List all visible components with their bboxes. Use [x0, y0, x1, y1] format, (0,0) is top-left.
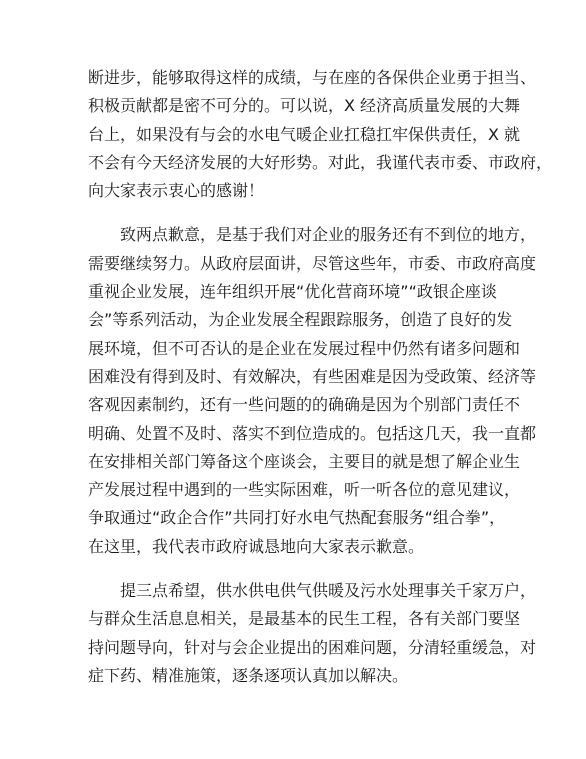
text-line: 持问题导向，针对与会企业提出的困难问题，分清轻重缓急，对 — [88, 637, 537, 657]
text-line: 客观因素制约，还有一些问题的的确确是因为个别部门责任不 — [88, 395, 521, 415]
text-line: 断进步，能够取得这样的成绩，与在座的各保供企业勇于担当、 — [88, 68, 537, 87]
text-line: 产发展过程中遇到的一些实际困难，听一听各位的意见建议， — [88, 480, 521, 500]
text-line: 会”等系列活动，为企业发展全程跟踪服务，创造了良好的发 — [88, 310, 513, 330]
text-line: 争取通过“政企合作”共同打好水电气热配套服务“组合拳”， — [88, 508, 506, 528]
text-line: 向大家表示衷心的感谢！ — [88, 181, 265, 201]
paragraph-thanks — [88, 64, 553, 205]
text-line: 台上，如果没有与会的水电气暖企业扛稳扛牢保供责任，X 就 — [88, 124, 521, 144]
text-line: 困难没有得到及时、有效解决，有些困难是因为受政策、经济等 — [88, 366, 537, 386]
paragraph-hopes — [88, 577, 537, 690]
text-line: 致两点歉意，是基于我们对企业的服务还有不到位的地方， — [120, 225, 537, 245]
document-body — [88, 64, 553, 690]
text-line: 症下药、精准施策，逐条逐项认真加以解决。 — [88, 665, 409, 685]
text-line: 在安排相关部门筹备这个座谈会，主要目的就是想了解企业生 — [88, 451, 521, 471]
text-line: 重视企业发展，连年组织开展“优化营商环境”“政银企座谈 — [88, 282, 497, 302]
text-line: 提三点希望，供水供电供气供暖及污水处理事关千家万户， — [120, 581, 537, 601]
text-line: 展环境，但不可否认的是企业在发展过程中仍然有诸多问题和 — [88, 338, 521, 358]
text-line: 不会有今天经济发展的大好形势。对此，我谨代表市委、市政府， — [88, 152, 553, 172]
text-line: 积极贡献都是密不可分的。可以说，X 经济高质量发展的大舞 — [88, 96, 521, 116]
text-line: 在这里，我代表市政府诚恳地向大家表示歉意。 — [88, 536, 425, 556]
text-line: 需要继续努力。从政府层面讲，尽管这些年，市委、市政府高度 — [88, 253, 537, 273]
text-line: 与群众生活息息相关，是最基本的民生工程，各有关部门要坚 — [88, 609, 521, 629]
text-line: 明确、处置不及时、落实不到位造成的。包括这几天，我一直都 — [88, 423, 537, 443]
paragraph-apology — [88, 221, 537, 561]
